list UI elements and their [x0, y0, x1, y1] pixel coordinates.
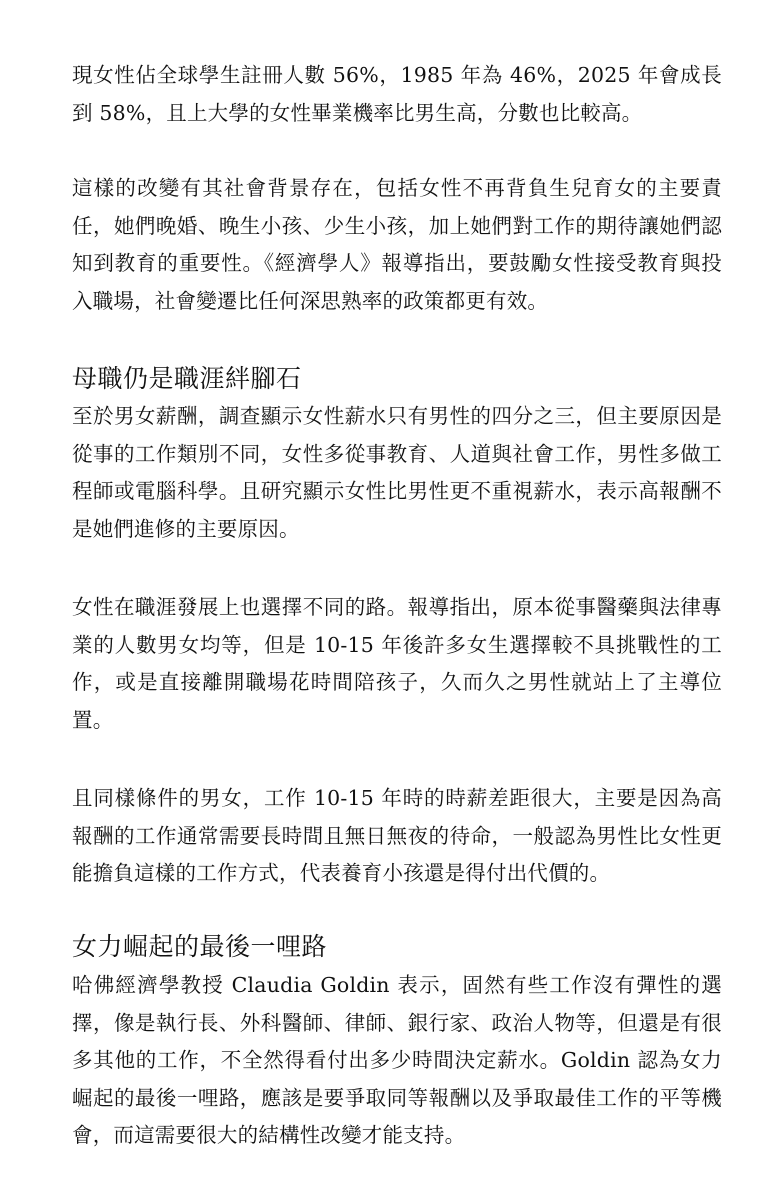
section-heading-last-mile: 女力崛起的最後一哩路	[72, 932, 328, 961]
paragraph-goldin: 哈佛經濟學教授 Claudia Goldin 表示，固然有些工作沒有彈性的選擇，像是執行長、外科醫師、律師、銀行家、政治人物等，但還是有很多其他的工作，不全然得看付出多少時間決定薪水。Goldin 認為女力崛起的最後一哩路，應該是要爭取同等報酬以及爭取最佳工作的平等機會，而這需要很大的結構性改變才能支持。	[72, 973, 722, 1147]
paragraph-enrollment: 現女性佔全球學生註冊人數 56%，1985 年為 46%，2025 年會成長到 58%，且上大學的女性畢業機率比男生高，分數也比較高。	[72, 63, 722, 125]
paragraph-pay-gap: 至於男女薪酬，調查顯示女性薪水只有男性的四分之三，但主要原因是從事的工作類別不同，女性多從事教育、人道與社會工作，男性多做工程師或電腦科學。且研究顯示女性比男性更不重視薪水，表示高報酬不是她們進修的主要原因。	[72, 404, 722, 541]
section-heading-motherhood: 母職仍是職涯絆腳石	[72, 364, 302, 393]
paragraph-social-change: 這樣的改變有其社會背景存在，包括女性不再背負生兒育女的主要責任，她們晚婚、晚生小孩、少生小孩，加上她們對工作的期待讓她們認知到教育的重要性。《經濟學人》報導指出，要鼓勵女性接受教育與投入職場，社會變遷比任何深思熟率的政策都更有效。	[72, 176, 722, 313]
paragraph-career-paths: 女性在職涯發展上也選擇不同的路。報導指出，原本從事醫藥與法律專業的人數男女均等，但是 10-15 年後許多女生選擇較不具挑戰性的工作，或是直接離開職場花時間陪孩子，久而久之男性就站上了主導位置。	[72, 595, 722, 732]
paragraph-hourly-wage: 且同樣條件的男女，工作 10-15 年時的時薪差距很大，主要是因為高報酬的工作通常需要長時間且無日無夜的待命，一般認為男性比女性更能擔負這樣的工作方式，代表養育小孩還是得付出代價的。	[72, 786, 722, 885]
